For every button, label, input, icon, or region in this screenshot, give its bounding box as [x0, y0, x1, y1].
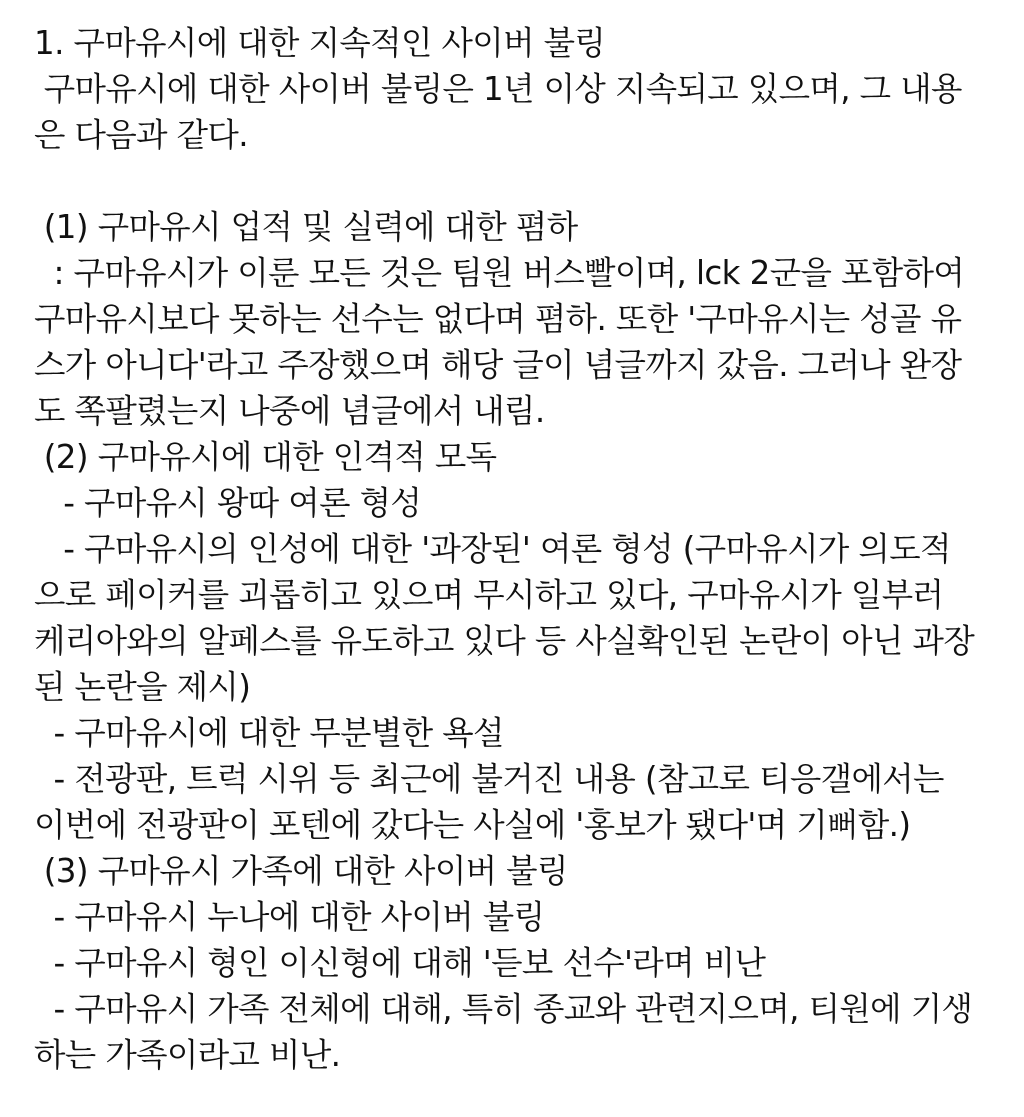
subsection-heading-1: (1) 구마유시 업적 및 실력에 대한 폄하: [34, 208, 578, 246]
list-item-continuation: 하는 가족이라고 비난.: [34, 1036, 341, 1074]
list-item: - 전광판, 트럭 시위 등 최근에 불거진 내용 (참고로 티응갤에서는: [34, 760, 944, 798]
list-item-continuation: 된 논란을 제시): [34, 668, 251, 706]
list-item-continuation: 으로 페이커를 괴롭히고 있으며 무시하고 있다, 구마유시가 일부러: [34, 576, 944, 614]
list-item: - 구마유시 누나에 대한 사이버 불링: [34, 898, 545, 936]
document-body: [34, 20, 994, 1078]
list-item: - 구마유시에 대한 무분별한 욕설: [34, 714, 504, 752]
subsection-heading-2: (2) 구마유시에 대한 인격적 모독: [34, 438, 497, 476]
list-item-continuation: 이번에 전광판이 포텐에 갔다는 사실에 '홍보가 됐다'며 기뻐함.): [34, 806, 911, 844]
list-item-continuation: 케리아와의 알페스를 유도하고 있다 등 사실확인된 논란이 아닌 과장: [34, 622, 975, 660]
list-item: - 구마유시 가족 전체에 대해, 특히 종교와 관련지으며, 티원에 기생: [34, 990, 973, 1028]
list-item: - 구마유시 왕따 여론 형성: [34, 484, 422, 522]
paragraph-line: : 구마유시가 이룬 모든 것은 팀원 버스빨이며, lck 2군을 포함하여: [34, 254, 965, 292]
intro-text-line: 은 다음과 같다.: [34, 116, 248, 154]
paragraph-line: 스가 아니다'라고 주장했으며 해당 글이 념글까지 갔음. 그러나 완장: [34, 346, 962, 384]
list-item: - 구마유시 형인 이신형에 대해 '듣보 선수'라며 비난: [34, 944, 766, 982]
list-item: - 구마유시의 인성에 대한 '과장된' 여론 형성 (구마유시가 의도적: [34, 530, 951, 568]
section-heading: 1. 구마유시에 대한 지속적인 사이버 불링: [34, 24, 606, 62]
blank-line: [34, 158, 994, 204]
intro-text-line: 구마유시에 대한 사이버 불링은 1년 이상 지속되고 있으며, 그 내용: [34, 70, 962, 108]
subsection-heading-3: (3) 구마유시 가족에 대한 사이버 불링: [34, 852, 568, 890]
paragraph-line: 도 쪽팔렸는지 나중에 념글에서 내림.: [34, 392, 545, 430]
paragraph-line: 구마유시보다 못하는 선수는 없다며 폄하. 또한 '구마유시는 성골 유: [34, 300, 962, 338]
